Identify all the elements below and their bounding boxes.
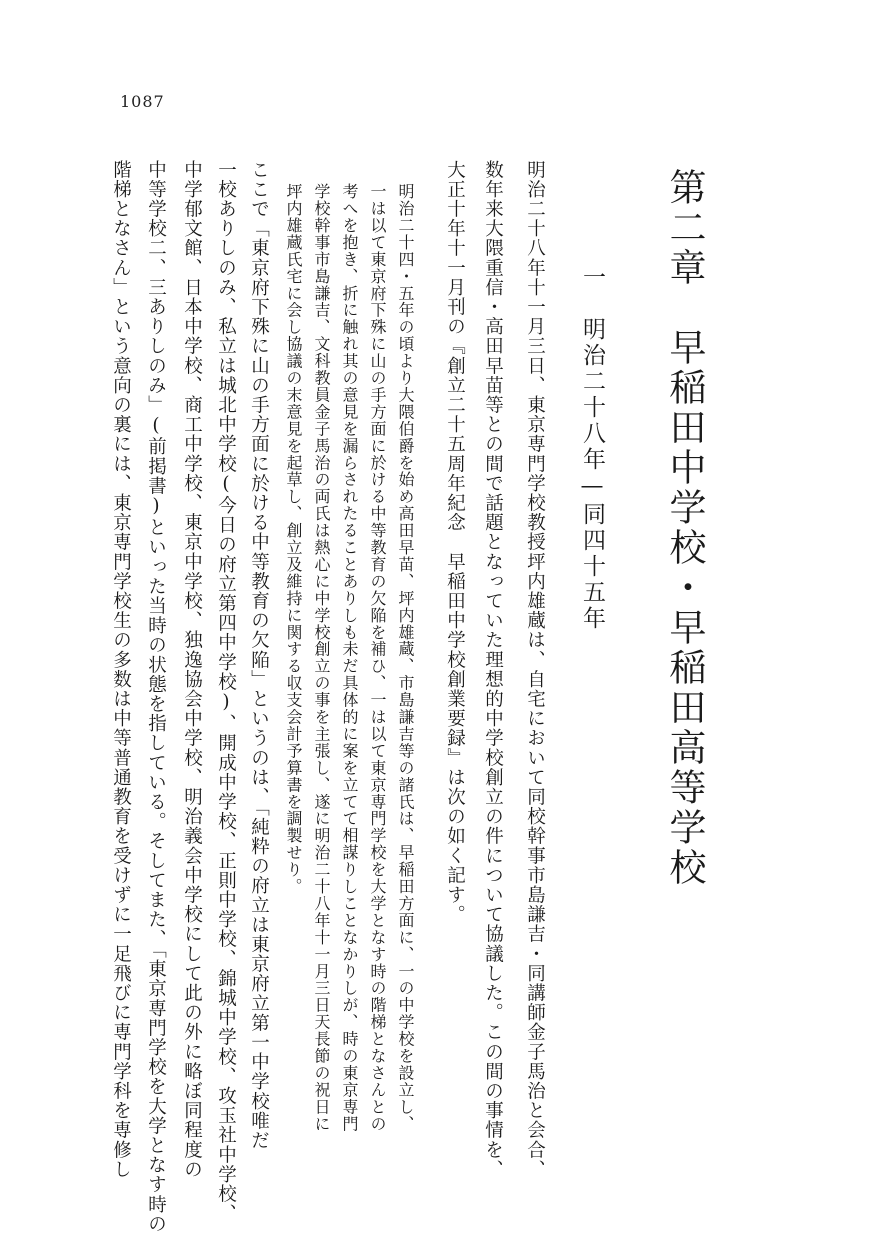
quote-line: 明治二十四・五年の頃より大隈伯爵を始め高田早苗、坪内雄蔵、市島謙吉等の諸氏は、早稲田方面に、一の中学校を設立し、	[396, 183, 415, 1133]
body-line: 大正十年十一月刊の『創立二十五周年紀念 早稲田中学校創業要録』は次の如く記す。	[444, 160, 466, 925]
chapter-title: 第二章 早稲田中学校・早稲田高等学校	[663, 168, 706, 888]
body-line: 一校ありしのみ、私立は城北中学校(今日の府立第四中学校)、開成中学校、正則中学校、錦城中学校、攻玉社中学校、	[215, 160, 237, 1224]
section-title: 一 明治二十八年—同四十五年	[579, 265, 605, 632]
quote-line: 一は以て東京府下殊に山の手方面に於ける中等教育の欠陥を補ひ、一は以て東京専門学校を大学となす時の階梯となさんとの	[368, 183, 387, 1133]
quote-line: 学校幹事市島謙吉、文科教員金子馬治の両氏は熱心に中学校創立の事を主張し、遂に明治二十八年十一月三日天長節の祝日に	[312, 183, 331, 1133]
body-line: 数年来大隈重信・高田早苗等との間で話題となっていた理想的中学校創立の件について協議した。この間の事情を、	[482, 160, 504, 1180]
body-line: ここで「東京府下殊に山の手方面に於ける中等教育の欠陥」というのは、「純粋の府立は東京府立第一中学校唯だ	[248, 160, 270, 1151]
page-number: 1087	[120, 92, 165, 111]
body-line: 階梯となさん」という意向の裏には、東京専門学校生の多数は中等普通教育を受けずに一足飛びに専門学科を専修し	[110, 160, 132, 1180]
quote-line: 考へを抱き、折に触れ其の意見を漏らされたることありしも未だ具体的に案を立てて相謀りしことなかりしが、時の東京専門	[340, 183, 359, 1133]
body-line: 中等学校二、三ありしのみ」(前掲書)といった当時の状態を指している。そしてまた、「東京専門学校を大学となす時の	[145, 160, 167, 1234]
quote-line: 坪内雄蔵氏宅に会し協議の末意見を起草し、創立及維持に関する収支会計予算書を調製せり。	[284, 183, 303, 895]
body-line: 明治二十八年十一月三日、東京専門学校教授坪内雄蔵は、自宅において同校幹事市島謙吉・同講師金子馬治と会合、	[524, 160, 546, 1180]
body-line: 中学郁文館、日本中学校、商工中学校、東京中学校、独逸協会中学校、明治義会中学校にして此の外に略ぼ同程度の	[181, 160, 203, 1180]
